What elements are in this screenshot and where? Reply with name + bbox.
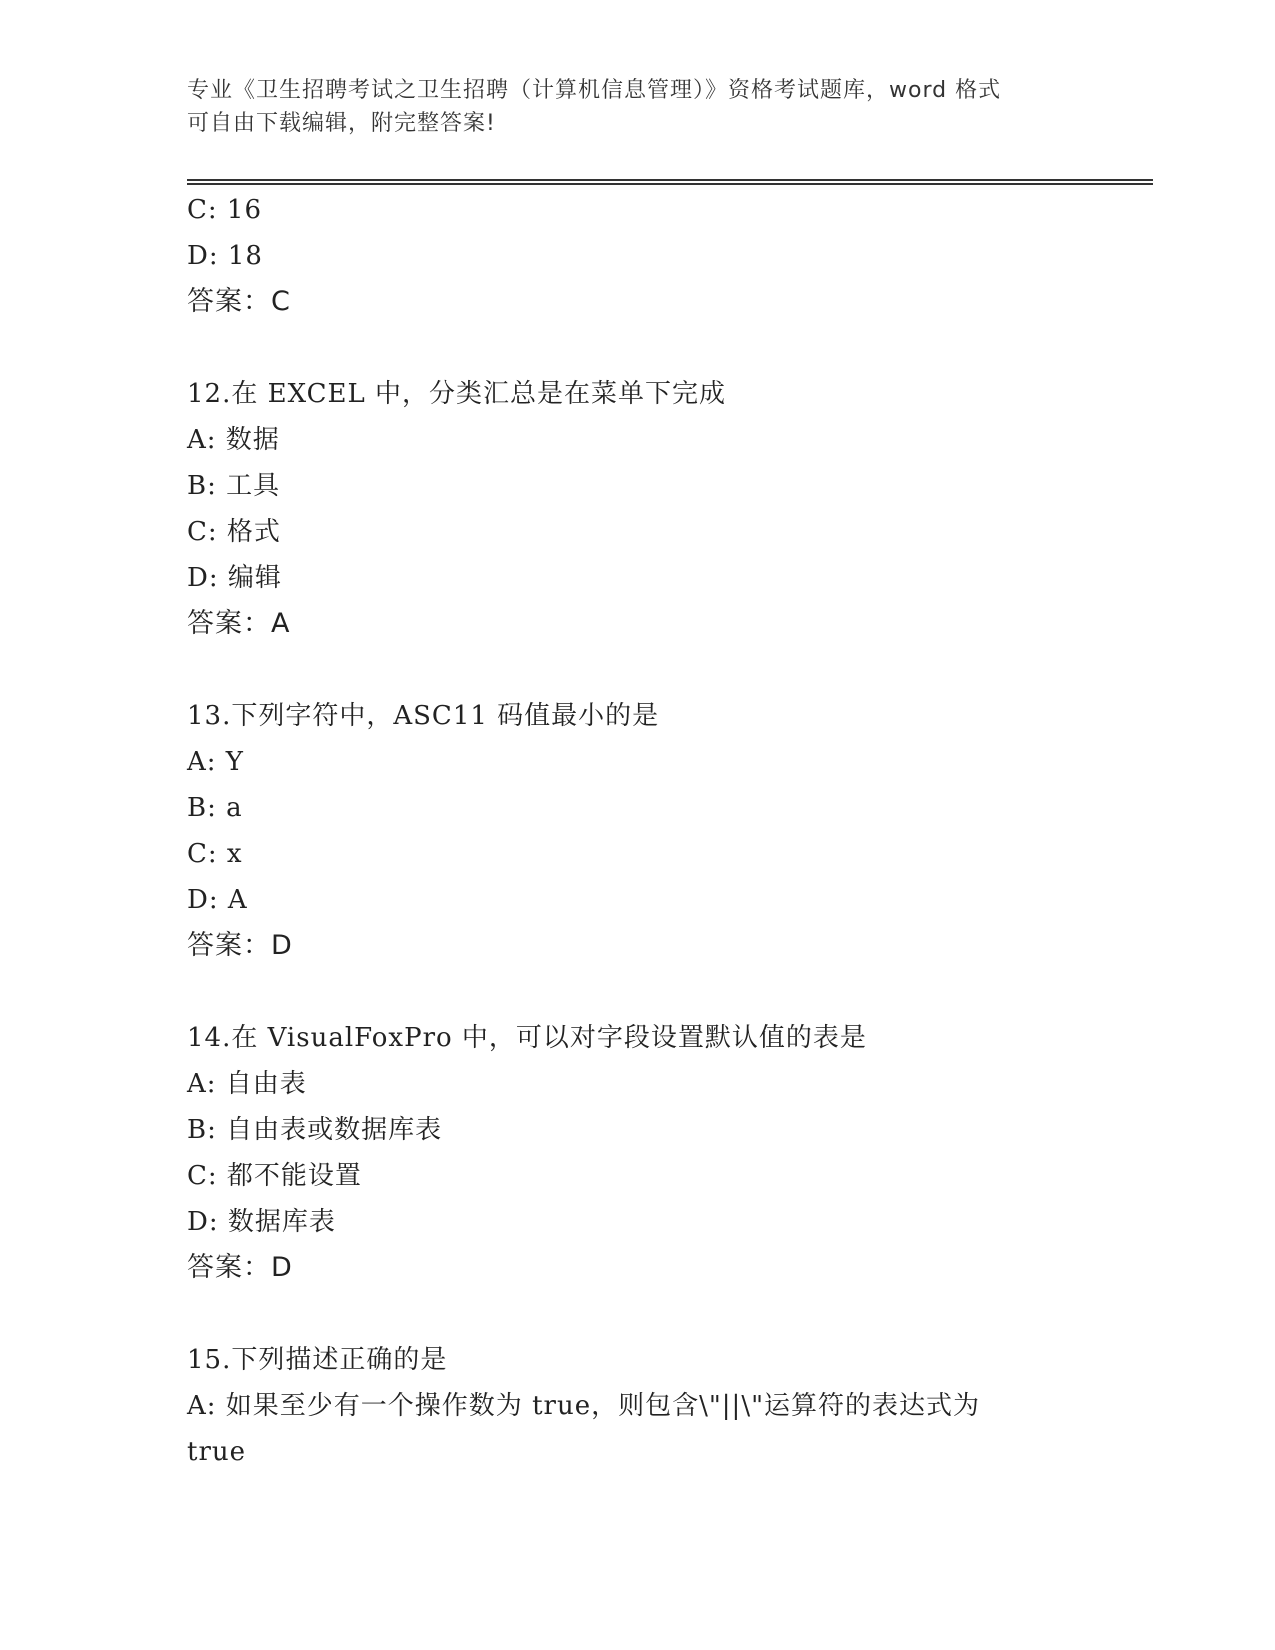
- document-header: [187, 74, 1087, 140]
- answer: 答案：C: [187, 286, 291, 317]
- header-line-1: 专业《卫生招聘考试之卫生招聘（计算机信息管理）》资格考试题库，word 格式: [187, 78, 1002, 103]
- question-14: [187, 1015, 1087, 1291]
- question-13: [187, 693, 1087, 969]
- option-d: D: 数据库表: [187, 1207, 336, 1237]
- answer: 答案：D: [187, 930, 293, 961]
- option-c: C: 都不能设置: [187, 1161, 362, 1191]
- question-12: [187, 371, 1087, 647]
- question-text: 15.下列描述正确的是: [187, 1345, 448, 1375]
- option-c: C: 格式: [187, 517, 281, 547]
- option-a-continued: true: [187, 1437, 247, 1467]
- spacer: [187, 969, 1087, 1015]
- header-divider-bottom: [187, 183, 1153, 185]
- option-a: A: 如果至少有一个操作数为 true，则包含\"||\"运算符的表达式为: [187, 1391, 981, 1421]
- answer: 答案：A: [187, 608, 291, 639]
- option-c: C: 16: [187, 195, 263, 225]
- option-b: B: 自由表或数据库表: [187, 1115, 443, 1145]
- header-divider-top: [187, 179, 1153, 181]
- spacer: [187, 325, 1087, 371]
- option-a: A: 自由表: [187, 1069, 307, 1099]
- option-b: B: a: [187, 793, 243, 823]
- option-c: C: x: [187, 839, 243, 869]
- question-text: 12.在 EXCEL 中，分类汇总是在菜单下完成: [187, 379, 727, 409]
- question-11: [187, 187, 1087, 325]
- option-a: A: 数据: [187, 425, 280, 455]
- question-list: [187, 187, 1087, 1475]
- question-text: 14.在 VisualFoxPro 中，可以对字段设置默认值的表是: [187, 1023, 867, 1053]
- option-d: D: A: [187, 885, 248, 915]
- spacer: [187, 1291, 1087, 1337]
- answer: 答案：D: [187, 1252, 293, 1283]
- option-a: A: Y: [187, 747, 244, 777]
- spacer: [187, 647, 1087, 693]
- question-15: [187, 1337, 1087, 1475]
- question-text: 13.下列字符中，ASC11 码值最小的是: [187, 701, 660, 731]
- option-d: D: 18: [187, 241, 263, 271]
- header-line-2: 可自由下载编辑，附完整答案!: [187, 111, 496, 136]
- option-b: B: 工具: [187, 471, 281, 501]
- option-d: D: 编辑: [187, 563, 282, 593]
